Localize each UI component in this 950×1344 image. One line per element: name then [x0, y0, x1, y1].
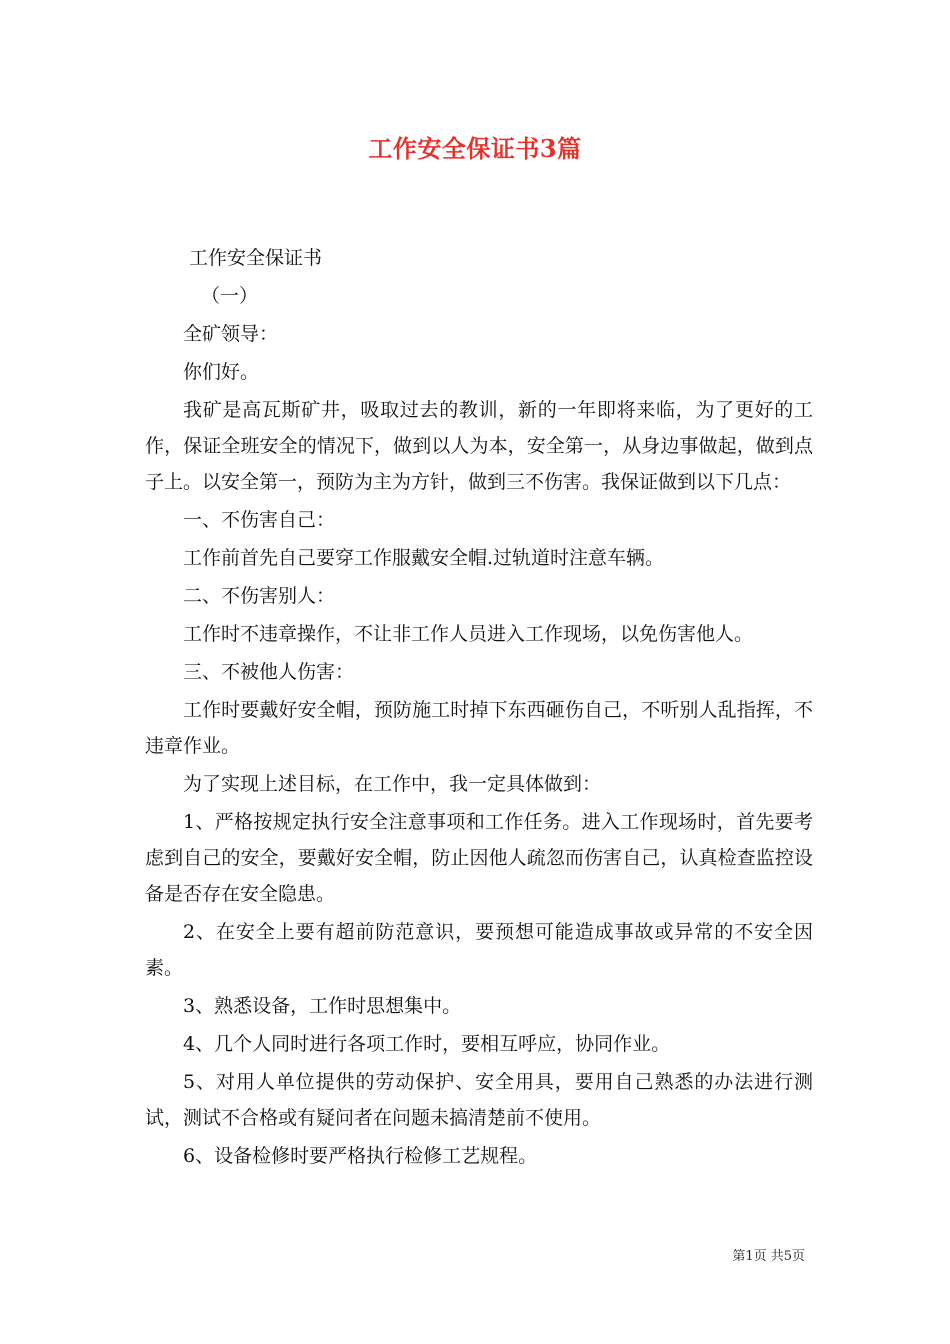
- point-text: 工作前首先自己要穿工作服戴安全帽.过轨道时注意车辆。: [183, 547, 665, 569]
- intro-paragraph: 我矿是高瓦斯矿井，吸取过去的教训，新的一年即将来临，为了更好的工作，保证全班安全的情况下，做到以人为本，安全第一，从身边事做起，做到点子上。以安全第一，预防为主为方针，做到三不伤害。我保证做到以下几点：: [145, 399, 813, 493]
- greeting: 你们好。: [183, 361, 260, 383]
- point-heading: 三、不被他人伤害：: [183, 661, 355, 683]
- section-heading: 工作安全保证书: [189, 247, 323, 269]
- point-text: 工作时不违章操作，不让非工作人员进入工作现场，以免伤害他人。: [183, 623, 754, 645]
- point-heading: 二、不伤害别人：: [183, 585, 336, 607]
- document-title: 工作安全保证书3篇: [368, 134, 582, 163]
- section-number: （一）: [201, 285, 259, 307]
- page-number-footer: 第1页 共5页: [732, 1249, 805, 1264]
- document-body: [145, 240, 813, 1176]
- commitment-item: 5、对用人单位提供的劳动保护、安全用具，要用自己熟悉的办法进行测试，测试不合格或有疑问者在问题未搞清楚前不使用。: [145, 1071, 813, 1129]
- salutation: 全矿领导：: [183, 323, 279, 345]
- commitment-item: 3、熟悉设备，工作时思想集中。: [183, 995, 462, 1017]
- commitment-item: 1、严格按规定执行安全注意事项和工作任务。进入工作现场时，首先要考虑到自己的安全，要戴好安全帽，防止因他人疏忽而伤害自己，认真检查监控设备是否存在安全隐患。: [145, 811, 813, 905]
- commitment-item: 2、在安全上要有超前防范意识，要预想可能造成事故或异常的不安全因素。: [145, 921, 813, 979]
- point-heading: 一、不伤害自己：: [183, 509, 336, 531]
- point-text: 工作时要戴好安全帽，预防施工时掉下东西砸伤自己，不听别人乱指挥，不违章作业。: [145, 699, 813, 757]
- commitment-intro: 为了实现上述目标，在工作中，我一定具体做到：: [183, 773, 602, 795]
- commitment-item: 4、几个人同时进行各项工作时，要相互呼应，协同作业。: [183, 1033, 671, 1055]
- commitment-item: 6、设备检修时要严格执行检修工艺规程。: [183, 1145, 538, 1167]
